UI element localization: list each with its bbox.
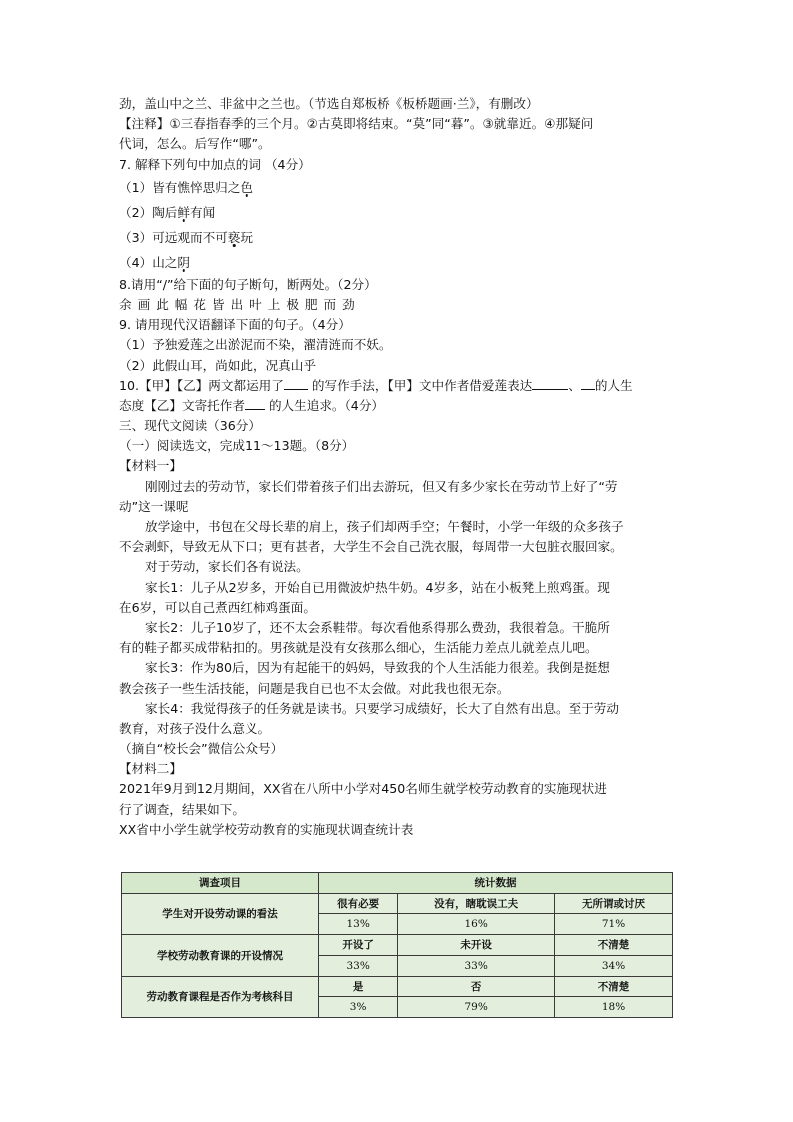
header-cell: 统计数据 (319, 873, 673, 894)
paragraph-line: 在6岁，可以自己煮西红柿鸡蛋面。 (119, 599, 316, 615)
answer-blank (581, 376, 595, 390)
q10-text: 态度【乙】文寄托作者 (119, 397, 245, 413)
option-cell: 不清楚 (555, 976, 673, 997)
item-text: 玩 (240, 229, 253, 245)
document-body (119, 94, 679, 840)
value-cell: 79% (398, 997, 555, 1018)
question-7-item-4 (119, 250, 679, 275)
paragraph-line: 教育，对孩子没什么意义。 (119, 720, 271, 736)
q10-text: 的人生 (594, 377, 633, 393)
item-text: （1）皆有憔悴思归之 (119, 179, 241, 195)
paragraph-line: 动”这一课呢 (119, 498, 189, 514)
q10-text: 10.【甲】【乙】两文都运用了 (119, 377, 284, 393)
material-2-heading: 【材料二】 (119, 761, 182, 777)
value-cell: 18% (555, 997, 673, 1018)
option-cell: 是 (319, 976, 398, 997)
answer-blank (284, 376, 308, 390)
paragraph-line: 家长1：儿子从2岁多，开始自已用微波炉热牛奶。4岁多，站在小板凳上煎鸡蛋。现 (145, 579, 610, 595)
question-7: 7. 解释下列句中加点的词 （4分） (119, 156, 311, 172)
answer-blank (245, 396, 265, 410)
table-title: XX省中小学生就学校劳动教育的实施现状调查统计表 (119, 821, 414, 837)
survey-table (121, 872, 673, 1018)
option-cell: 开设了 (319, 935, 398, 956)
paragraph-line: 教会孩子一些生活技能，问题是我自已也不太会做。对此我也很无奈。 (119, 680, 510, 696)
paragraph-line: 对于劳动，家长们各有说法。 (145, 559, 309, 575)
question-7-item-3 (119, 225, 679, 250)
paragraph-line: 不会剥虾，导致无从下口；更有甚者，大学生不会自己洗衣服，每周带一大包脏衣服回家。 (119, 539, 623, 555)
q10-text: 的人生追求。（4分） (268, 397, 385, 413)
dotted-word: 鲜 (177, 204, 190, 220)
option-cell: 没有，瞎耽误工夫 (398, 893, 555, 914)
row-label: 学校劳动教育课的开设情况 (122, 935, 319, 976)
table-header-row (122, 873, 673, 894)
question-8-sentence: 余画此幅花皆出叶上极肥而劲 (119, 296, 361, 312)
dotted-word: 亵 (227, 229, 241, 245)
paragraph-line: 家长2：儿子10岁了，还不太会系鞋带。每次看他系得那么费劲，我很着急。干脆所 (145, 619, 610, 635)
paragraph-line: 行了调查，结果如下。 (119, 801, 245, 817)
value-cell: 71% (555, 914, 673, 935)
option-cell: 否 (398, 976, 555, 997)
question-7-item-1 (119, 175, 679, 200)
paragraph-line: 家长4：我觉得孩子的任务就是读书。只要学习成绩好，长大了自然有出息。至于劳动 (145, 700, 619, 716)
table-row (122, 935, 673, 956)
table-row (122, 976, 673, 997)
dotted-word: 阴 (177, 254, 190, 270)
question-8: 8.请用“/”给下面的句子断句，断两处。（2分） (119, 276, 377, 292)
question-9: 9. 请用现代汉语翻译下面的句子。（4分） (119, 317, 351, 333)
option-cell: 很有必要 (319, 893, 398, 914)
answer-blank (532, 376, 568, 390)
question-9-item-2: （2）此假山耳，尚如此，况真山乎 (119, 357, 316, 373)
question-7-item-2 (119, 200, 679, 225)
source-note: （摘自“校长会”微信公众号） (119, 741, 284, 757)
paragraph-line: 刚刚过去的劳动节，家长们带着孩子们出去游玩，但又有多少家长在劳动节上好了“劳 (145, 478, 618, 494)
item-text: （2）陶后 (119, 204, 178, 220)
paragraph-line: 2021年9月到12月期间，XX省在八所中小学对450名师生就学校劳动教育的实施现状进 (119, 781, 607, 797)
text-line: 劲，盖山中之兰、非盆中之兰也。（节选自郑板桥《板桥题画·兰》，有删改） (119, 96, 539, 111)
option-cell: 不清楚 (555, 935, 673, 956)
paragraph-line: 家长3：作为80后，因为有起能干的妈妈，导致我的个人生活能力很差。我倒是挺想 (145, 660, 610, 676)
item-text: （3）可远观而不可 (119, 229, 228, 245)
row-label: 劳动教育课程是否作为考核科目 (122, 976, 319, 1017)
material-1-heading: 【材料一】 (119, 458, 182, 474)
question-9-item-1: （1）予独爱莲之出淤泥而不染，濯清涟而不妖。 (119, 337, 392, 353)
option-cell: 未开设 (398, 935, 555, 956)
question-10 (119, 376, 679, 396)
paragraph-line: 放学途中，书包在父母长辈的肩上，孩子们却两手空；午餐时，小学一年级的众多孩子 (145, 519, 624, 534)
dotted-word: 色 (240, 179, 253, 195)
option-cell: 无所谓或讨厌 (555, 893, 673, 914)
value-cell: 3% (319, 997, 398, 1018)
q10-text: 的写作手法，【甲】文中作者借爱莲表达 (311, 377, 533, 393)
value-cell: 33% (398, 955, 555, 976)
value-cell: 13% (319, 914, 398, 935)
question-10-cont (119, 396, 679, 416)
value-cell: 16% (398, 914, 555, 935)
subsection-heading: （一）阅读选文，完成11～13题。（8分） (119, 438, 355, 454)
header-cell: 调查项目 (122, 873, 319, 894)
annotation-line: 代词，怎么。后写作“哪”。 (119, 136, 271, 152)
value-cell: 33% (319, 955, 398, 976)
value-cell: 34% (555, 955, 673, 976)
item-text: 有闻 (189, 204, 216, 220)
section-heading: 三、现代文阅读（36分） (119, 418, 261, 434)
q10-text: 、 (568, 377, 581, 393)
row-label: 学生对开设劳动课的看法 (122, 893, 319, 934)
paragraph-line: 有的鞋子都买成带粘扣的。男孩就是没有女孩那么细心，生活能力差点儿就差点儿吧。 (119, 640, 598, 656)
item-text: （4）山之 (119, 254, 178, 270)
annotation-line: 【注释】①三春指春季的三个月。②古莫即将结束。“莫”同“暮”。③就靠近。④那疑问 (119, 116, 594, 132)
table-row (122, 893, 673, 914)
